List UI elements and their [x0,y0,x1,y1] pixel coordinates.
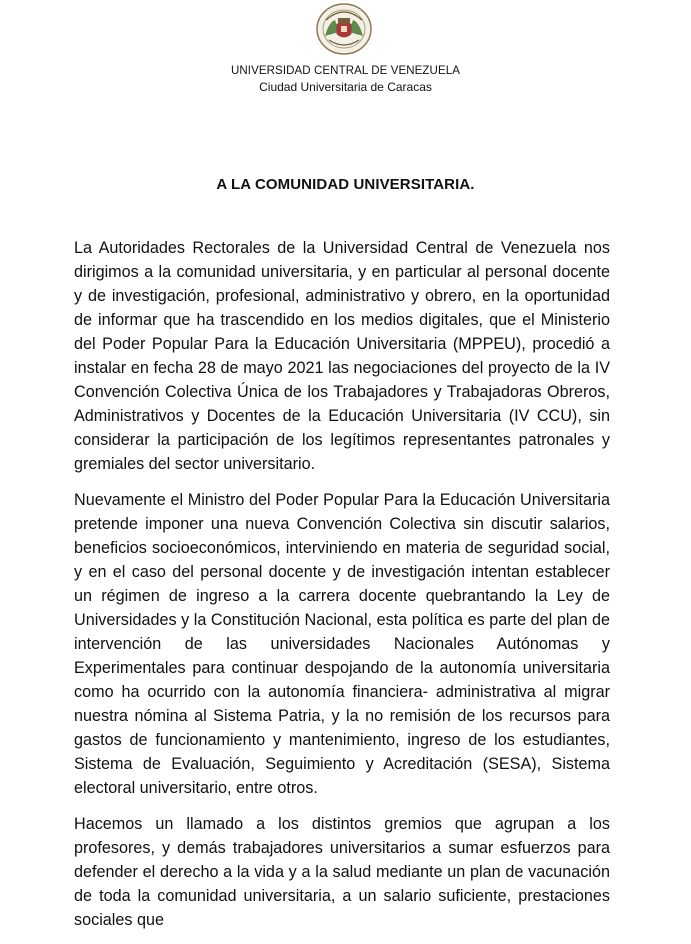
document-title: A LA COMUNIDAD UNIVERSITARIA. [216,176,475,193]
paragraph: Nuevamente el Ministro del Poder Popular Para la Educación Universitaria pretende imponer una nueva Convención Colectiva sin discutir salarios, beneficios socioeconómicos, interviniendo en materia de seguridad social, y en el caso del personal docente y de investigación intentan establecer un régimen de ingreso a la carrera docente quebrantando la Ley de Universidades y la Constitución Nacional, esta política es parte del plan de intervención de las universidades Nacionales Autónomas y Experimentales para continuar despojando de la autonomía universitaria como ha ocurrido con la autonomía financiera- administrativa al migrar nuestra nómina al Sistema Patria, y la no remisión de los recursos para gastos de funcionamiento y mantenimiento, ingreso de los estudiantes, Sistema de Evaluación, Seguimiento y Acreditación (SESA), Sistema electoral universitario, entre otros. [74,491,610,797]
letterhead [0,63,691,95]
institution-name: UNIVERSIDAD CENTRAL DE VENEZUELA [231,65,460,77]
university-seal-icon [311,2,377,56]
paragraph: Hacemos un llamado a los distintos gremios que agrupan a los profesores, y demás trabajadores universitarios a sumar esfuerzos para defender el derecho a la vida y a la salud mediante un plan de vacunación de toda la comunidad universitaria, a un salario suficiente, prestaciones sociales que [74,815,610,929]
document-body [74,236,610,944]
paragraph: La Autoridades Rectorales de la Universidad Central de Venezuela nos dirigimos a la comunidad universitaria, y en particular al personal docente y de investigación, profesional, administrativo y obrero, en la oportunidad de informar que ha trascendido en los medios digitales, que el Ministerio del Poder Popular Para la Educación Universitaria (MPPEU), procedió a instalar en fecha 28 de mayo 2021 las negociaciones del proyecto de la IV Convención Colectiva Única de los Trabajadores y Trabajadoras Obreros, Administrativos y Docentes de la Educación Universitaria (IV CCU), sin considerar la participación de los legítimos representantes patronales y gremiales del sector universitario. [74,239,610,473]
institution-location: Ciudad Universitaria de Caracas [259,80,432,94]
